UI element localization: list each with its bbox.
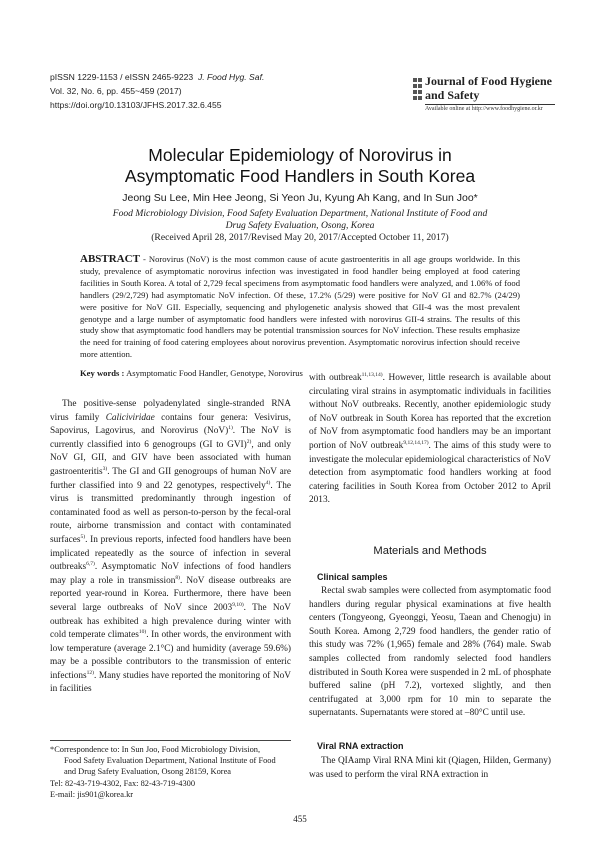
logo-divider (425, 104, 555, 105)
received-dates: (Received April 28, 2017/Revised May 20, 2017/Accepted October 11, 2017) (151, 232, 449, 243)
paper-title: Molecular Epidemiology of Norovirus in Asymptomatic Food Handlers in South Korea (124, 145, 476, 186)
logo-mark-icon (413, 76, 423, 104)
intro-paragraph: The positive-sense polyadenylated single-stranded RNA virus family Caliciviridae contains four genera: Vesivirus, Sapovirus, Lagovirus, and Norovirus (NoV)$^{1)}$. The NoV is currently classified into 6 genogroups (GI to GVI)$^{2)}$, and only NoV GI, GII, and GIV have been associated with human gastroenteritis$^{3)}$. The GI and GII genogroups of human NoV are further classified into 9 and 22 genotypes, respectively$^{4)}$. The virus is transmitted predominantly through ingestion of contaminated food as well as person-to-person by the fecal-oral route, airborne transmission and contact with contaminated surfaces$^{5)}$. In previous reports, infected food handlers have been implicated repeatedly as the source of infection in several outbreaks$^{6,7)}$. Asymptomatic NoV infections of food handlers may play a role in transmission$^{8)}$. NoV disease outbreaks are reported year-round in Korea. Furthermore, there have been several large outbreaks of NoV since 2003$^{9,10)}$. The NoV outbreak has exhibited a high prevalence during winter with cold temperate climates$^{10)}$. In other words, the environment with low temperature (average 2.1°C) and humidity (average 59.6%) may be a possible contributors to the transmission of enteric infections$^{12)}$. Many studies have reported the monitoring of NoV in facilities (50, 399, 292, 695)
viral-rna-heading: Viral RNA extraction (317, 741, 404, 751)
journal-abbrev: J. Food Hyg. Saf. (197, 72, 265, 82)
correspondence-email[interactable]: E-mail: jis901@korea.kr (50, 789, 134, 799)
keywords-text: Asymptomatic Food Handler, Genotype, Norovirus (124, 368, 303, 378)
available-online[interactable]: Available online at http://www.foodhygiene.or.kr (425, 106, 543, 112)
journal-name: Journal of Food Hygiene and Safety (425, 74, 553, 102)
author-list: Jeong Su Lee, Min Hee Jeong, Si Yeon Ju, Kyung Ah Kang, and In Sun Joo* (122, 192, 478, 204)
journal-metadata (50, 71, 264, 112)
doi-link[interactable]: https://doi.org/10.13103/JFHS.2017.32.6.455 (50, 99, 222, 110)
abstract-label: ABSTRACT (80, 253, 140, 265)
abstract-text: - Norovirus (NoV) is the most common cause of acute gastroenteritis in all age groups worldwide. In this study, prevalence of asymptomatic norovirus infection was investigated in food handler being employed at food catering facilities in South Korea. A total of 2,729 fecal specimens from asymptomatic food handlers were analyzed, and 1.06% of food handlers (29/2,729) had asymptomatic NoV infection. Of these, 17.2% (5/29) were positive for NoV GI and 82.7% (24/29) were positive for NoV GII. Especially, sequencing and phylogenetic analysis showed that GII-4 was the most prevalent genotype and a large number of asymptomatic food handlers were infested with norovirus GII-4 strains. The results of this study show that asymptomatic food handlers may be potential transmission sources for NoV infection. These results emphasize the need for training of food catering employees about norovirus prevention. Asymptomatic norovirus infection should receive more attention. (80, 254, 520, 360)
volume-line: Vol. 32, No. 6, pp. 455~459 (2017) (50, 85, 182, 96)
methods-heading: Materials and Methods (373, 545, 487, 557)
intro-left-column (50, 398, 291, 697)
affiliation: Food Microbiology Division, Food Safety Evaluation Department, National Institute of Food and Drug Safety Evaluation, Osong, Korea (112, 208, 488, 231)
page-number: 455 (293, 814, 307, 824)
correspondence-footnote: *Correspondence to: In Sun Joo, Food Microbiology Division, Food Safety Evaluation Department, National Institute of Food and Drug Safety Evaluation, Osong 28159, Korea Tel: 82-43-719-4302, Fax: 82-43-719-4300 E-mail: jis901@korea.kr (50, 744, 291, 800)
clinical-samples-text: Rectal swab samples were collected from asymptomatic food handlers during regular physical examinations at five health centers (Tongyeong, Gyeonggi, Yeosu, Taean and Chenogju) in South Korea. Among 2,729 food handlers, the gender ratio of this study was 72% (1,965) female and 28% (764) male. Swab samples collected from randomly selected food handlers distributed in South Korea were suspended in 2 mL of phosphate buffered saline (pH 7.2), vortexed slightly, and then centrifugated at 3,000 rpm for 10 min to separate the supernatants. Supernatants were stored at –80°C until use. (309, 586, 551, 719)
intro-continuation: with outbreak$^{11,13,14)}$. However, little research is available about circulating viral strains in asymptomatic individuals in facilities without NoV outbreaks. Recently, another epidemiologic study of NoV outbreak in South Korea has reported that the excretion of NoV from asymptomatic food handlers may be an important portion of NoV outbreak$^{9,12,14,17)}$. The aims of this study were to investigate the molecular epidemiological characteristics of NoV detection from asymptomatic food handlers working at food catering facilities in South Korea from October 2012 to April 2013. (309, 371, 551, 506)
footnote-divider (50, 740, 291, 741)
keywords (80, 368, 303, 378)
keywords-label: Key words : (80, 368, 125, 378)
viral-rna-text: The QIAamp Viral RNA Mini kit (Qiagen, Hilden, Germany) was used to perform the viral RNA extraction in (309, 756, 551, 780)
issn: pISSN 1229-1153 / eISSN 2465-9223 (50, 72, 194, 82)
intro-right-column (309, 372, 551, 508)
clinical-samples-heading: Clinical samples (317, 572, 388, 582)
abstract (80, 254, 520, 361)
